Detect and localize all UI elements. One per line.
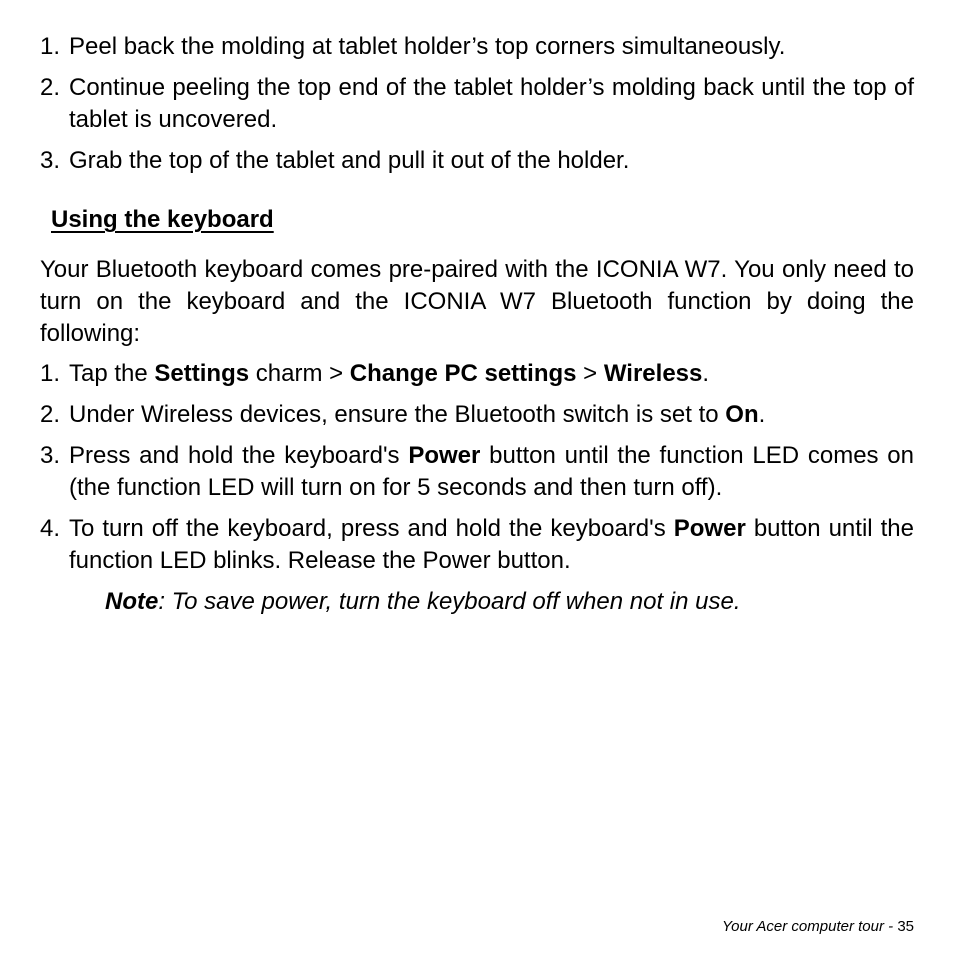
list-item [40,358,914,390]
step-text: Continue peeling the top end of the tablet holder’s molding back until the top of tablet is uncovered. [69,74,914,133]
list-item [40,513,914,577]
step-text: To turn off the keyboard, press and hold the keyboard's Power button until the function LED blinks. Release the Power button. [69,515,914,574]
page-number: 35 [897,918,914,935]
list-item [40,31,914,63]
step-text: Under Wireless devices, ensure the Bluetooth switch is set to On. [69,401,766,428]
power-term: Power [673,515,746,542]
list-item [40,72,914,136]
power-term: Power [408,442,481,469]
step-number: 2. [40,74,61,101]
keyboard-steps [40,358,914,577]
step-text: Grab the top of the tablet and pull it out of the holder. [69,147,630,174]
step-number: 3. [40,442,61,469]
step-number: 1. [40,360,61,387]
step-number: 2. [40,401,61,428]
settings-term: Settings [154,360,250,387]
wireless-term: Wireless [603,360,703,387]
section-heading: Using the keyboard [51,206,274,233]
section-intro: Your Bluetooth keyboard comes pre-paired with the ICONIA W7. You only need to turn on the keyboard and the ICONIA W7 Bluetooth function by doing the following: [40,256,914,347]
step-text: Press and hold the keyboard's Power button until the function LED comes on (the function LED will turn on for 5 seconds and then turn off). [69,442,915,501]
on-term: On [725,401,759,428]
note-label: Note [105,588,159,615]
step-number: 4. [40,515,61,542]
list-item [40,399,914,431]
step-number: 1. [40,33,61,60]
change-pc-settings-term: Change PC settings [349,360,577,387]
list-item [40,440,914,504]
list-item [40,145,914,177]
footer-title: Your Acer computer tour - [721,918,898,935]
tablet-removal-steps [40,31,914,177]
page-footer [722,918,914,936]
note-text: : To save power, turn the keyboard off when not in use. [158,588,741,615]
note [105,586,740,618]
step-text: Peel back the molding at tablet holder’s top corners simultaneously. [69,33,786,60]
step-number: 3. [40,147,61,174]
step-text: Tap the Settings charm > Change PC settings > Wireless. [69,360,710,387]
